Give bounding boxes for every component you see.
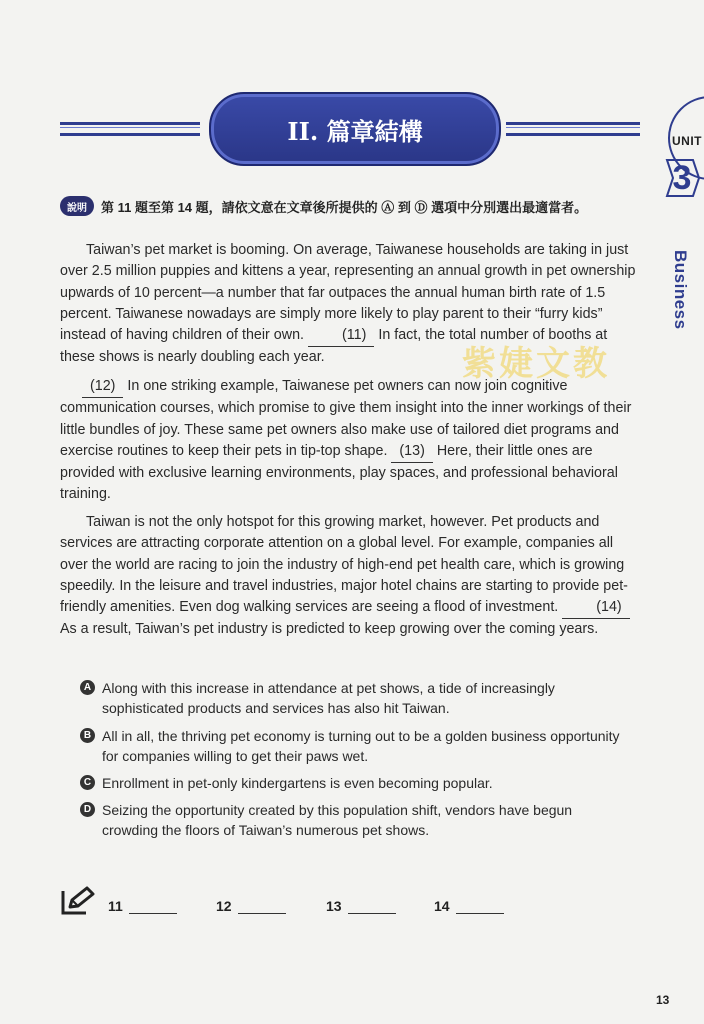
- option-a: [80, 678, 620, 718]
- answer-11[interactable]: [108, 898, 177, 914]
- passage-paragraph-2: [60, 376, 640, 506]
- unit-number-text: 3: [672, 158, 692, 197]
- unit-label: UNIT: [672, 134, 702, 148]
- passage-text: As a result, Taiwan’s pet industry is predicted to keep growing over the coming years.: [60, 621, 599, 638]
- option-letter: A: [80, 680, 95, 695]
- option-text: Enrollment in pet-only kindergartens is even becoming popular.: [102, 775, 493, 791]
- passage-text: In one striking example, Taiwanese pet owners can now join cognitive communication courses, which promise to give them insight into the inner workings of their little bundles of joy. These same pet owners also make use of tailored diet programs and exercise routines to keep their pets in tip-top shape.: [60, 378, 632, 459]
- answer-line[interactable]: [456, 899, 504, 914]
- answer-number: 11: [108, 898, 123, 914]
- blank-14: (14): [562, 597, 629, 619]
- unit-number: [663, 156, 701, 200]
- option-letter: B: [80, 728, 95, 743]
- header-rule-left: [60, 122, 200, 136]
- option-text: Along with this increase in attendance at pet shows, a tide of increasingly sophisticated products and services has also hit Taiwan.: [102, 680, 555, 716]
- option-letter: D: [80, 802, 95, 817]
- passage-text: Taiwan’s pet market is booming. On average, Taiwanese households are taking in just over 2.5 million puppies and kittens a year, representing an annual growth in pet ownership upwards of 10 percent—a number that far outpaces the annual human birth rate of 1.5 percent. Taiwanese nowadays are simply more likely to play parent to their “furry kids” instead of having children of their own.: [60, 242, 636, 344]
- section-title: II. 篇章結構: [287, 116, 423, 146]
- answer-number: 13: [326, 898, 342, 914]
- blank-12: (12): [82, 376, 123, 398]
- option-text: All in all, the thriving pet economy is turning out to be a golden business opportunity for companies willing to get their paws wet.: [102, 728, 620, 764]
- answer-number: 14: [434, 898, 450, 914]
- answer-13[interactable]: [326, 898, 396, 914]
- passage-text: In fact, the total number of booths at these shows is nearly doubling each year.: [60, 327, 608, 366]
- instruction-text: 第 11 題至第 14 題，請依文意在文章後所提供的 Ⓐ 到 Ⓓ 選項中分別選出最適當者。: [101, 200, 588, 215]
- passage-paragraph-3: [60, 512, 640, 641]
- option-text: Seizing the opportunity created by this population shift, vendors have begun crowding the floors of Taiwan’s numerous pet shows.: [102, 802, 573, 838]
- watermark: 紫婕文教: [462, 344, 610, 384]
- blank-13: (13): [391, 441, 432, 463]
- instruction-badge: 說明: [60, 196, 94, 216]
- answer-line[interactable]: [238, 899, 286, 914]
- pencil-icon: [60, 885, 96, 917]
- answer-line[interactable]: [348, 899, 396, 914]
- answer-number: 12: [216, 898, 232, 914]
- answer-line[interactable]: [129, 899, 177, 914]
- answer-12[interactable]: [216, 898, 286, 914]
- answer-14[interactable]: [434, 898, 504, 914]
- option-letter: C: [80, 775, 95, 790]
- blank-11: (11): [308, 325, 374, 347]
- passage-paragraph-1: [60, 240, 640, 369]
- section-title-banner: [209, 92, 501, 166]
- option-b: [80, 726, 620, 766]
- option-d: [80, 800, 620, 840]
- passage-text: Here, their little ones are provided with exclusive learning environments, play spaces, and professional behavioral training.: [60, 442, 618, 503]
- option-c: [80, 773, 620, 793]
- unit-name: Business: [671, 250, 690, 330]
- page-number: 13: [656, 993, 670, 1007]
- passage-text: Taiwan is not the only hotspot for this growing market, however. Pet products and services are attracting corporate attention on a global level. For example, companies all over the world are racing to join the industry of high-end pet health care, which is growing speedily. In the leisure and travel industries, major hotel chains are starting to provide pet-friendly amenities. Even dog walking services are seeing a flood of investment.: [60, 514, 628, 616]
- header-rule-right: [506, 122, 640, 136]
